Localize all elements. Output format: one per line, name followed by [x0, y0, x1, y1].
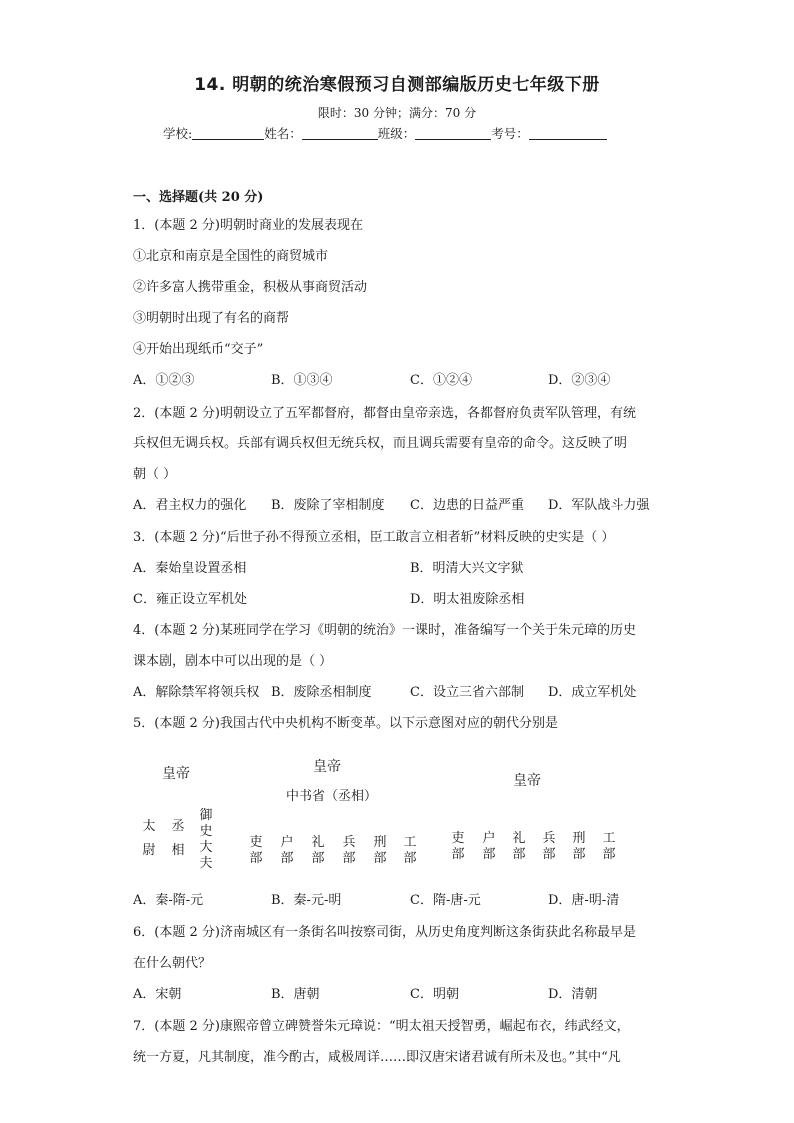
class-label: 班级：	[377, 126, 416, 141]
q5-option-d[interactable]: D．唐-明-清	[548, 893, 620, 908]
diagram1-taiwei: 太尉	[142, 819, 156, 858]
exam-no-blank[interactable]	[529, 127, 607, 140]
q2-option-d[interactable]: D．军队战斗力强	[548, 498, 650, 513]
q2-option-b[interactable]: B．废除了宰相制度	[271, 498, 385, 513]
q6-option-c[interactable]: C．明朝	[410, 987, 459, 1002]
q5-option-b[interactable]: B．秦-元-明	[271, 893, 342, 908]
q6-option-d[interactable]: D．清朝	[548, 987, 598, 1002]
q3-option-a[interactable]: A．秦始皇设置丞相	[133, 561, 247, 576]
school-blank[interactable]	[192, 127, 264, 140]
q4-option-c[interactable]: C．设立三省六部制	[410, 685, 524, 700]
q4-option-a[interactable]: A．解除禁军将领兵权	[133, 685, 260, 700]
q5-option-a[interactable]: A．秦-隋-元	[133, 893, 204, 908]
q2-stem-line-1: 2．(本题 2 分)明朝设立了五军都督府，都督由皇帝亲选，各都督府负责军队管理，有统	[133, 406, 636, 421]
diagram3-li-bu-rites: 礼部	[512, 831, 526, 862]
q2-stem-line-2: 兵权但无调兵权。兵部有调兵权但无统兵权，而且调兵需要有皇帝的命令。这反映了明	[133, 436, 628, 451]
diagram1-chengxiang: 丞相	[171, 819, 185, 858]
diagram2-emperor: 皇帝	[313, 759, 341, 775]
class-blank[interactable]	[415, 127, 491, 140]
name-blank[interactable]	[302, 127, 378, 140]
diagram3-bing-bu: 兵部	[542, 831, 556, 862]
q5-stem: 5．(本题 2 分)我国古代中央机构不断变革。以下示意图对应的朝代分别是	[133, 716, 558, 731]
q6-option-a[interactable]: A．宋朝	[133, 987, 182, 1002]
exam-title: 14. 明朝的统治寒假预习自测部编版历史七年级下册	[194, 75, 600, 95]
q5-option-c[interactable]: C．隋-唐-元	[410, 893, 481, 908]
exam-time-limit: 限时：30 分钟；满分：70 分	[317, 106, 477, 120]
q6-stem-line-1: 6．(本题 2 分)济南城区有一条街名叫按察司街，从历史角度判断这条街获此名称最早是	[133, 925, 636, 940]
diagram2-xing-bu: 刑部	[373, 835, 387, 866]
q4-stem-line-2: 课本剧，剧本中可以出现的是（ ）	[133, 654, 333, 669]
diagram3-hu-bu: 户部	[482, 831, 496, 862]
diagram2-li-bu: 吏部	[249, 835, 263, 866]
diagram1-yushidafu: 御史大夫	[199, 808, 213, 871]
q3-option-d[interactable]: D．明太祖废除丞相	[410, 592, 525, 607]
q6-stem-line-2: 在什么朝代？	[133, 956, 212, 971]
diagram3-emperor: 皇帝	[513, 773, 541, 789]
diagram2-li-bu-rites: 礼部	[311, 835, 325, 866]
diagram1-emperor: 皇帝	[162, 766, 190, 782]
q1-option-c[interactable]: C．①②④	[410, 373, 472, 388]
q1-item-1: ①北京和南京是全国性的商贸城市	[133, 249, 329, 264]
diagram2-zhongshusheng: 中书省（丞相）	[286, 789, 378, 804]
q2-option-c[interactable]: C．边患的日益严重	[410, 498, 524, 513]
q1-stem: 1．(本题 2 分)明朝时商业的发展表现在	[133, 218, 363, 233]
name-label: 姓名：	[264, 126, 302, 141]
q2-stem-line-3: 朝（ ）	[133, 467, 177, 482]
q7-stem-line-1: 7．(本题 2 分)康熙帝曾立碑赞誉朱元璋说：“明太祖天授智勇，崛起布衣，纬武经文，	[133, 1019, 630, 1034]
q1-item-2: ②许多富人携带重金，积极从事商贸活动	[133, 280, 368, 295]
q3-option-b[interactable]: B．明清大兴文字狱	[410, 561, 524, 576]
q1-option-d[interactable]: D．②③④	[548, 373, 611, 388]
diagram3-xing-bu: 刑部	[572, 831, 586, 862]
q7-stem-line-2: 统一方夏，凡其制度，准今酌古，咸极周详……即汉唐宋诸君诚有所未及也。”其中“凡	[133, 1050, 621, 1065]
q1-option-b[interactable]: B．①③④	[271, 373, 333, 388]
q1-item-4: ④开始出现纸币“交子”	[133, 342, 264, 357]
q6-option-b[interactable]: B．唐朝	[271, 987, 320, 1002]
q4-option-b[interactable]: B．废除丞相制度	[271, 685, 372, 700]
q1-option-a[interactable]: A．①②③	[133, 373, 195, 388]
q3-stem: 3．(本题 2 分)“后世子孙不得预立丞相，臣工敢言立相者斩”材料反映的史实是（ ）	[133, 530, 615, 545]
q2-option-a[interactable]: A．君主权力的强化	[133, 498, 247, 513]
diagram3-li-bu: 吏部	[451, 831, 465, 862]
q4-option-d[interactable]: D．成立军机处	[548, 685, 637, 700]
q1-item-3: ③明朝时出现了有名的商帮	[133, 311, 290, 326]
q3-option-c[interactable]: C．雍正设立军机处	[133, 592, 247, 607]
diagram2-hu-bu: 户部	[280, 835, 294, 866]
diagram2-bing-bu: 兵部	[342, 835, 356, 866]
exam-no-label: 考号：	[491, 126, 529, 141]
school-label: 学校:	[163, 126, 193, 141]
q4-stem-line-1: 4．(本题 2 分)某班同学在学习《明朝的统治》一课时，准备编写一个关于朱元璋的历史	[133, 623, 636, 638]
student-info-row	[163, 124, 607, 142]
section-heading: 一、选择题(共 20 分)	[133, 190, 264, 205]
diagram2-gong-bu: 工部	[403, 835, 417, 866]
diagram3-gong-bu: 工部	[602, 831, 616, 862]
